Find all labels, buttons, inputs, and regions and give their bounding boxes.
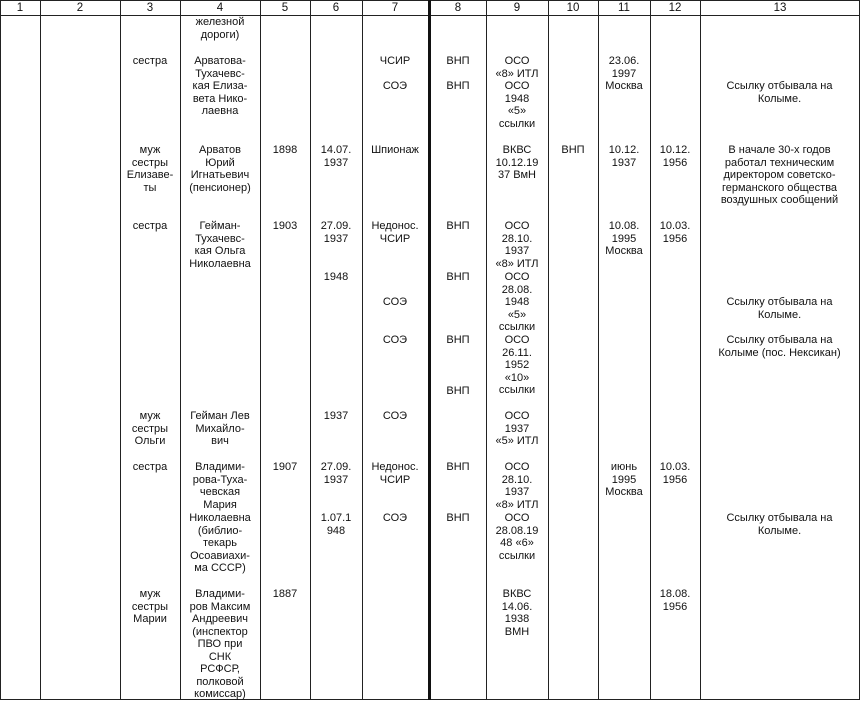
column-header-11: 11 [618, 2, 630, 14]
cell-col8: ВНП [446, 512, 470, 524]
column-header-1: 1 [16, 2, 24, 14]
cell-sentence: ОСО 26.11. 1952 «10» ссылки [498, 334, 536, 396]
column-header-8: 8 [454, 2, 462, 14]
cell-col8: ВНП [446, 220, 470, 232]
cell-col8: ВНП [446, 55, 470, 67]
column-header-9: 9 [513, 2, 521, 14]
cell-sentence: ОСО 1937 «5» ИТЛ [495, 410, 539, 447]
cell-person: железной дороги) [195, 16, 245, 41]
cell-col8: ВНП [446, 461, 470, 473]
column-header-2: 2 [76, 2, 84, 14]
cell-person: Владими- рова-Туха- чевская Мария [192, 461, 248, 511]
cell-col11: 23.06. 1997 Москва [605, 55, 643, 92]
cell-person: Николаевна (библио- текарь Осоавиахи- ма СССР) [189, 512, 251, 574]
cell-arrest-date: 1937 [323, 410, 349, 422]
cell-rehab-date: 10.12. 1956 [659, 144, 691, 169]
column-header-5: 5 [281, 2, 289, 14]
column-header-12: 12 [668, 2, 682, 14]
column-rule [598, 0, 599, 700]
cell-relation: муж сестры Ольги [131, 410, 169, 447]
cell-col10: ВНП [561, 144, 585, 156]
cell-sentence: ОСО 28.08. 1948 «5» ссылки [498, 271, 536, 333]
cell-charge: СОЭ [382, 334, 408, 346]
cell-charge: СОЭ [382, 80, 408, 92]
column-rule [0, 0, 1, 700]
cell-sentence: ВКВС 14.06. 1938 ВМН [501, 588, 533, 638]
cell-col11: июнь 1995 Москва [605, 461, 643, 498]
cell-person: Арватов Юрий Игнатьевич (пенсионер) [189, 144, 251, 194]
cell-col8: ВНП [446, 334, 470, 346]
cell-col8: ВНП [446, 80, 470, 92]
cell-person: Гейман- Тухачевс- кая Ольга Николаевна [189, 220, 251, 270]
cell-col8: ВНП [446, 271, 470, 283]
cell-charge: Недонос. ЧСИР [371, 461, 419, 486]
cell-relation: сестра [132, 220, 168, 232]
column-header-4: 4 [216, 2, 224, 14]
cell-note: Ссылку отбывала на Колыме (пос. Нексикан) [718, 334, 841, 359]
cell-charge: СОЭ [382, 512, 408, 524]
cell-relation: муж сестры Марии [131, 588, 169, 625]
column-header-7: 7 [391, 2, 399, 14]
cell-birth-year: 1898 [272, 144, 298, 156]
cell-person: Владими- ров Максим Андреевич (инспектор ПВО при СНК РСФСР, полковой комиссар) [189, 588, 251, 700]
cell-note: Ссылку отбывала на Колыме. [726, 512, 833, 537]
cell-sentence: ОСО 28.10. 1937 «8» ИТЛ [495, 220, 539, 270]
cell-sentence: ОСО 28.10. 1937 «8» ИТЛ [495, 461, 539, 511]
cell-charge: СОЭ [382, 296, 408, 308]
cell-charge: Шпионаж [371, 144, 419, 156]
cell-note: Ссылку отбывала на Колыме. [726, 296, 833, 321]
cell-birth-year: 1907 [272, 461, 298, 473]
cell-arrest-date: 1948 [323, 271, 349, 283]
cell-arrest-date: 1.07.1 948 [320, 512, 352, 537]
cell-charge: Недонос. ЧСИР [371, 220, 419, 245]
cell-arrest-date: 27.09. 1937 [320, 461, 352, 486]
cell-col11: 10.12. 1937 [608, 144, 640, 169]
cell-note: Ссылку отбывала на Колыме. [726, 80, 833, 105]
cell-person: Арватова- Тухачевс- кая Елиза- вета Нико- лаевна [192, 55, 248, 117]
cell-note: В начале 30-х годов работал техническим директором советско- германского общества воздушных сообщений [720, 144, 839, 206]
cell-rehab-date: 18.08. 1956 [659, 588, 691, 613]
cell-charge: СОЭ [382, 410, 408, 422]
column-rule [548, 0, 549, 700]
cell-relation: муж сестры Елизаве- ты [126, 144, 174, 194]
cell-person: Гейман Лев Михайло- вич [190, 410, 250, 447]
column-header-3: 3 [146, 2, 154, 14]
cell-sentence: ВКВС 10.12.19 37 ВмН [495, 144, 539, 181]
cell-birth-year: 1903 [272, 220, 298, 232]
column-rule [310, 0, 311, 700]
column-rule [40, 0, 41, 700]
cell-rehab-date: 10.03. 1956 [659, 220, 691, 245]
column-rule [362, 0, 363, 700]
column-header-10: 10 [566, 2, 580, 14]
cell-sentence: ОСО «8» ИТЛ [495, 55, 539, 80]
cell-relation: сестра [132, 461, 168, 473]
cell-charge: ЧСИР [379, 55, 411, 67]
cell-col11: 10.08. 1995 Москва [605, 220, 643, 257]
cell-col8: ВНП [446, 385, 470, 397]
cell-arrest-date: 27.09. 1937 [320, 220, 352, 245]
cell-sentence: ОСО 1948 «5» ссылки [498, 80, 536, 130]
cell-arrest-date: 14.07. 1937 [320, 144, 352, 169]
column-header-13: 13 [773, 2, 787, 14]
cell-sentence: ОСО 28.08.19 48 «6» ссылки [495, 512, 539, 562]
cell-birth-year: 1887 [272, 588, 298, 600]
column-header-6: 6 [332, 2, 340, 14]
column-rule-thick [428, 0, 431, 700]
cell-rehab-date: 10.03. 1956 [659, 461, 691, 486]
cell-relation: сестра [132, 55, 168, 67]
